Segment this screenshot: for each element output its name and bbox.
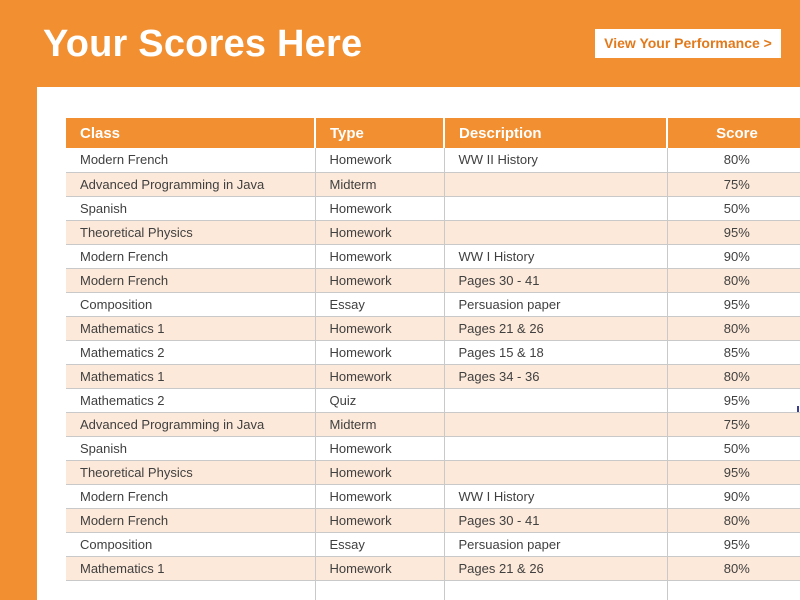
table-row[interactable]	[66, 580, 800, 600]
cell-score[interactable]: 95%	[667, 532, 800, 556]
scores-sheet	[37, 87, 800, 600]
cell-score[interactable]: 95%	[667, 292, 800, 316]
cell-class[interactable]: Modern French	[66, 508, 315, 532]
table-row[interactable]	[66, 268, 800, 292]
cell-description[interactable]: WW II History	[444, 148, 667, 172]
cell-description[interactable]: Pages 30 - 41	[444, 508, 667, 532]
table-row[interactable]	[66, 532, 800, 556]
cell-class[interactable]: Spanish	[66, 436, 315, 460]
cell-class[interactable]: Composition	[66, 532, 315, 556]
table-body	[66, 148, 800, 600]
cell-description[interactable]: WW I History	[444, 484, 667, 508]
cell-class[interactable]: Modern French	[66, 148, 315, 172]
cell-score[interactable]: 80%	[667, 364, 800, 388]
cell-class[interactable]: Modern French	[66, 244, 315, 268]
table-row[interactable]	[66, 364, 800, 388]
cell-type[interactable]: Homework	[315, 196, 444, 220]
cell-class[interactable]: Modern French	[66, 268, 315, 292]
cell-score[interactable]: 80%	[667, 508, 800, 532]
cell-score[interactable]: 80%	[667, 148, 800, 172]
table-row[interactable]	[66, 340, 800, 364]
table-row[interactable]	[66, 460, 800, 484]
cell-type[interactable]: Homework	[315, 484, 444, 508]
cell-score[interactable]: 80%	[667, 316, 800, 340]
table-row[interactable]	[66, 484, 800, 508]
cell-score[interactable]: 50%	[667, 436, 800, 460]
table-row[interactable]	[66, 172, 800, 196]
cell-type[interactable]: Homework	[315, 268, 444, 292]
cell-class[interactable]	[66, 580, 315, 600]
cell-class[interactable]: Advanced Programming in Java	[66, 412, 315, 436]
cell-score[interactable]: 75%	[667, 172, 800, 196]
table-row[interactable]	[66, 556, 800, 580]
page-title: Your Scores Here	[43, 23, 363, 65]
table-row[interactable]	[66, 436, 800, 460]
cell-description[interactable]: Pages 21 & 26	[444, 316, 667, 340]
cell-type[interactable]: Homework	[315, 508, 444, 532]
table-row[interactable]	[66, 196, 800, 220]
cell-description[interactable]	[444, 436, 667, 460]
cell-type[interactable]: Homework	[315, 364, 444, 388]
cell-description[interactable]: Pages 34 - 36	[444, 364, 667, 388]
cell-type[interactable]: Midterm	[315, 172, 444, 196]
cell-type[interactable]: Midterm	[315, 412, 444, 436]
cell-type[interactable]: Homework	[315, 244, 444, 268]
cell-description[interactable]: WW I History	[444, 244, 667, 268]
cell-description[interactable]	[444, 460, 667, 484]
cell-type[interactable]: Essay	[315, 532, 444, 556]
cell-class[interactable]: Theoretical Physics	[66, 220, 315, 244]
cell-type[interactable]: Quiz	[315, 388, 444, 412]
cell-class[interactable]: Mathematics 1	[66, 364, 315, 388]
cell-type[interactable]	[315, 580, 444, 600]
cell-description[interactable]	[444, 196, 667, 220]
column-header-type[interactable]: Type	[315, 118, 444, 148]
cell-score[interactable]: 90%	[667, 244, 800, 268]
cell-type[interactable]: Homework	[315, 316, 444, 340]
cell-description[interactable]: Persuasion paper	[444, 532, 667, 556]
cell-class[interactable]: Mathematics 2	[66, 340, 315, 364]
column-header-class[interactable]: Class	[66, 118, 315, 148]
scrollbar-edge-mark	[797, 406, 799, 412]
table-row[interactable]	[66, 412, 800, 436]
cell-description[interactable]	[444, 412, 667, 436]
table-row[interactable]	[66, 316, 800, 340]
cell-description[interactable]	[444, 220, 667, 244]
cell-type[interactable]: Homework	[315, 436, 444, 460]
column-header-score[interactable]: Score	[667, 118, 800, 148]
column-header-description[interactable]: Description	[444, 118, 667, 148]
cell-score[interactable]: 85%	[667, 340, 800, 364]
cell-description[interactable]: Pages 30 - 41	[444, 268, 667, 292]
cell-score[interactable]: 95%	[667, 460, 800, 484]
cell-class[interactable]: Spanish	[66, 196, 315, 220]
table-row[interactable]	[66, 244, 800, 268]
table-row[interactable]	[66, 388, 800, 412]
table-row[interactable]	[66, 148, 800, 172]
cell-score[interactable]: 50%	[667, 196, 800, 220]
cell-score[interactable]	[667, 580, 800, 600]
cell-score[interactable]: 95%	[667, 388, 800, 412]
cell-score[interactable]: 80%	[667, 268, 800, 292]
cell-score[interactable]: 80%	[667, 556, 800, 580]
table-row[interactable]	[66, 508, 800, 532]
cell-description[interactable]	[444, 580, 667, 600]
cell-description[interactable]	[444, 388, 667, 412]
cell-type[interactable]: Homework	[315, 556, 444, 580]
cell-description[interactable]: Pages 21 & 26	[444, 556, 667, 580]
cell-class[interactable]: Theoretical Physics	[66, 460, 315, 484]
cell-class[interactable]: Composition	[66, 292, 315, 316]
cell-type[interactable]: Homework	[315, 220, 444, 244]
cell-class[interactable]: Mathematics 1	[66, 556, 315, 580]
cell-type[interactable]: Essay	[315, 292, 444, 316]
cell-description[interactable]: Pages 15 & 18	[444, 340, 667, 364]
cell-type[interactable]: Homework	[315, 340, 444, 364]
view-performance-button[interactable]: View Your Performance >	[595, 29, 781, 58]
cell-type[interactable]: Homework	[315, 148, 444, 172]
table-header-row	[66, 118, 800, 148]
table-row[interactable]	[66, 220, 800, 244]
cell-type[interactable]: Homework	[315, 460, 444, 484]
cell-class[interactable]: Mathematics 1	[66, 316, 315, 340]
cell-description[interactable]	[444, 172, 667, 196]
cell-class[interactable]: Modern French	[66, 484, 315, 508]
scores-table	[66, 118, 800, 600]
table-row[interactable]	[66, 292, 800, 316]
cell-score[interactable]: 75%	[667, 412, 800, 436]
cell-score[interactable]: 90%	[667, 484, 800, 508]
cell-score[interactable]: 95%	[667, 220, 800, 244]
cell-class[interactable]: Mathematics 2	[66, 388, 315, 412]
cell-description[interactable]: Persuasion paper	[444, 292, 667, 316]
cell-class[interactable]: Advanced Programming in Java	[66, 172, 315, 196]
